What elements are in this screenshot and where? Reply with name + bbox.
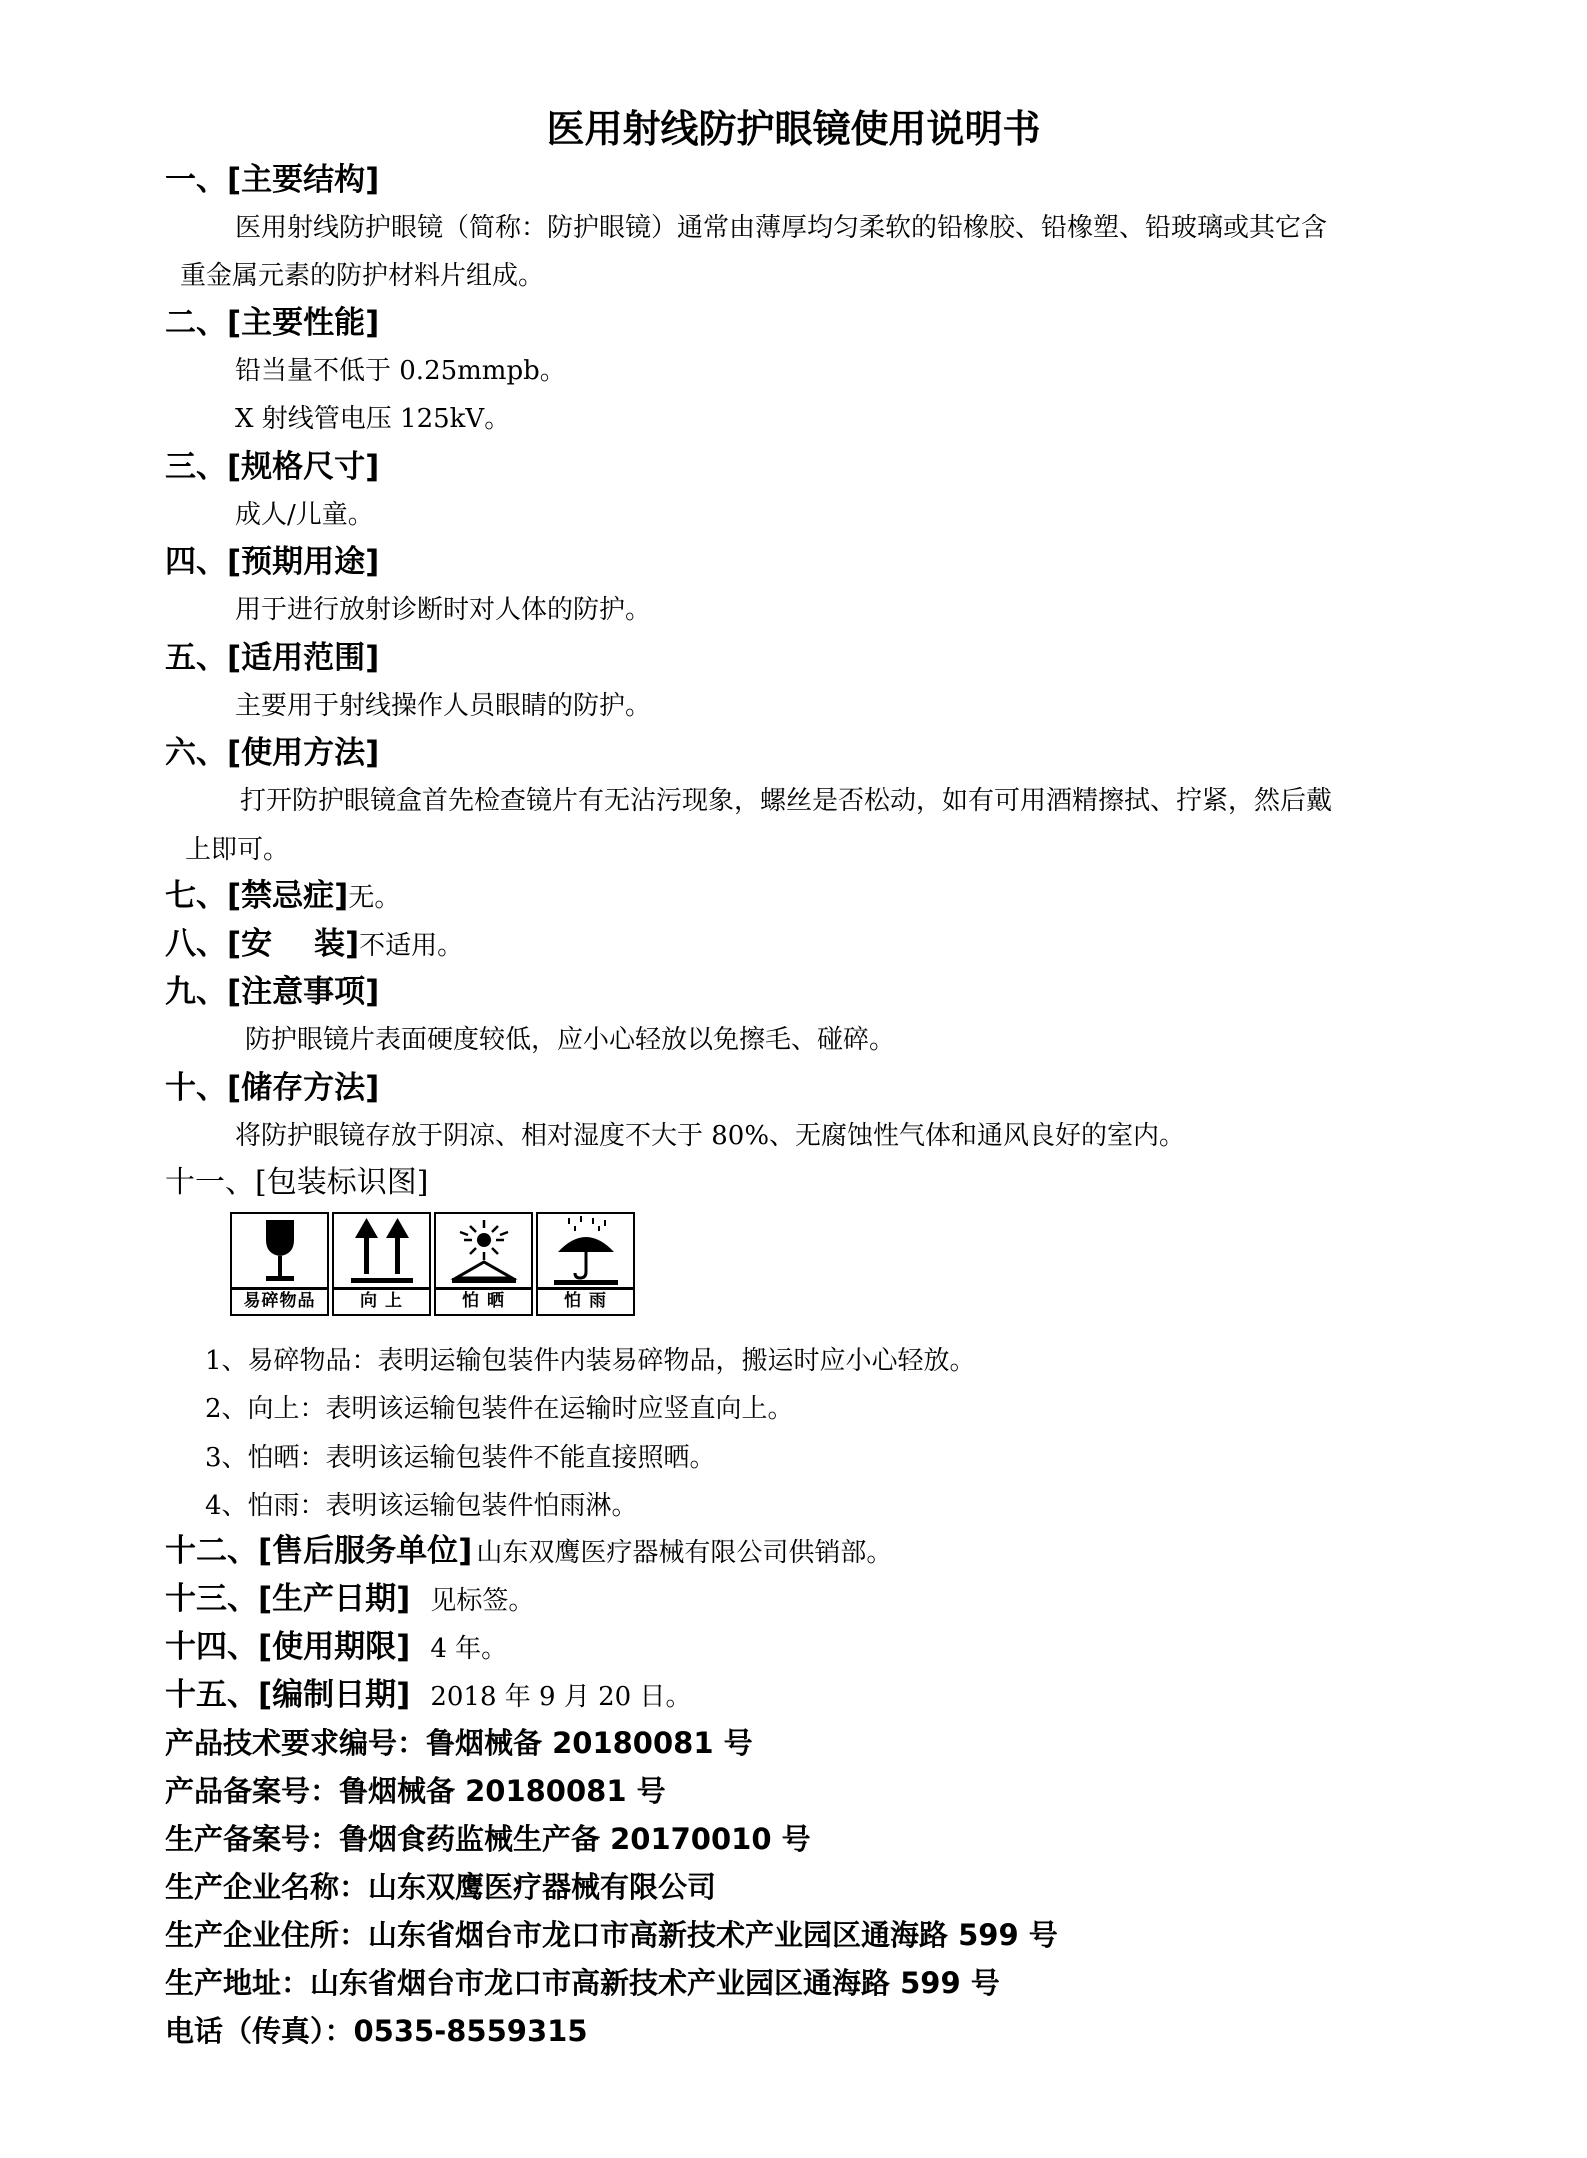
fragile-glass-icon bbox=[250, 1216, 310, 1286]
compiled-date-heading-text: 十五、[编制日期] bbox=[165, 1677, 411, 1713]
document-title: 医用射线防护眼镜使用说明书 bbox=[546, 107, 1041, 151]
section-heading-storage: 十、[储存方法] bbox=[165, 1070, 380, 1106]
performance-tube-voltage: X 射线管电压 125kV。 bbox=[235, 404, 511, 434]
installation-heading-text: 八、[安 装] bbox=[165, 926, 360, 962]
section-heading-intended-use: 四、[预期用途] bbox=[165, 544, 380, 580]
precautions-text: 防护眼镜片表面硬度较低，应小心轻放以免擦毛、碰碎。 bbox=[245, 1025, 896, 1055]
service-life-heading-text: 十四、[使用期限] bbox=[165, 1629, 411, 1665]
mark-label-keep-dry: 怕 雨 bbox=[538, 1287, 633, 1314]
section-heading-structure: 一、[主要结构] bbox=[165, 162, 380, 198]
manufacturer-name: 生产企业名称：山东双鹰医疗器械有限公司 bbox=[165, 1870, 717, 1904]
section-heading-contraindications bbox=[165, 876, 400, 918]
mark-explanation-4: 4、怕雨：表明该运输包装件怕雨淋。 bbox=[205, 1491, 638, 1521]
contraindications-heading-text: 七、[禁忌症] bbox=[165, 878, 349, 914]
structure-text-line-1: 医用射线防护眼镜（简称：防护眼镜）通常由薄厚均匀柔软的铅橡胶、铅橡塑、铅玻璃或其它含 bbox=[235, 213, 1328, 243]
performance-lead-equivalent: 铅当量不低于 0.25mmpb。 bbox=[235, 356, 566, 386]
intended-use-text: 用于进行放射诊断时对人体的防护。 bbox=[235, 595, 652, 625]
scope-text: 主要用于射线操作人员眼睛的防护。 bbox=[235, 691, 652, 721]
mark-explanation-1: 1、易碎物品：表明运输包装件内装易碎物品，搬运时应小心轻放。 bbox=[205, 1346, 976, 1376]
package-marks-strip bbox=[230, 1212, 642, 1320]
after-sales-value: 山东双鹰医疗器械有限公司供销部。 bbox=[476, 1538, 893, 1568]
section-heading-scope: 五、[适用范围] bbox=[165, 640, 380, 676]
section-heading-after-sales bbox=[165, 1531, 892, 1573]
mark-explanation-2: 2、向上：表明该运输包装件在运输时应竖直向上。 bbox=[205, 1394, 794, 1424]
section-heading-precautions: 九、[注意事项] bbox=[165, 974, 380, 1010]
this-way-up-icon bbox=[347, 1216, 417, 1286]
section-heading-package-marks: 十一、[包装标识图] bbox=[165, 1165, 429, 1200]
section-heading-compiled-date bbox=[165, 1675, 691, 1717]
service-life-value: 4 年。 bbox=[430, 1634, 508, 1664]
compiled-date-value: 2018 年 9 月 20 日。 bbox=[430, 1682, 692, 1712]
product-filing-number: 产品备案号：鲁烟械备 20180081 号 bbox=[165, 1774, 666, 1808]
usage-text-line-2: 上即可。 bbox=[185, 835, 290, 865]
mark-label-this-way-up: 向 上 bbox=[334, 1287, 429, 1314]
usage-text-line-1: 打开防护眼镜盒首先检查镜片有无沾污现象，螺丝是否松动，如有可用酒精擦拭、拧紧，然后戴 bbox=[240, 786, 1333, 816]
section-heading-service-life bbox=[165, 1627, 507, 1669]
storage-text: 将防护眼镜存放于阴凉、相对湿度不大于 80%、无腐蚀性气体和通风良好的室内。 bbox=[235, 1121, 1186, 1151]
section-heading-size: 三、[规格尺寸] bbox=[165, 449, 380, 485]
tech-requirement-number: 产品技术要求编号：鲁烟械备 20180081 号 bbox=[165, 1726, 753, 1760]
keep-from-sun-icon bbox=[446, 1216, 522, 1286]
mark-keep-dry bbox=[536, 1212, 635, 1316]
mark-keep-from-sun bbox=[434, 1212, 533, 1316]
section-heading-performance: 二、[主要性能] bbox=[165, 305, 380, 341]
section-heading-production-date bbox=[165, 1579, 534, 1621]
mark-explanation-3: 3、怕晒：表明该运输包装件不能直接照晒。 bbox=[205, 1443, 716, 1473]
section-heading-usage: 六、[使用方法] bbox=[165, 735, 380, 771]
production-address: 生产地址：山东省烟台市龙口市高新技术产业园区通海路 599 号 bbox=[165, 1966, 1000, 2000]
mark-label-keep-from-sun: 怕 晒 bbox=[436, 1287, 531, 1314]
after-sales-heading-text: 十二、[售后服务单位] bbox=[165, 1533, 473, 1569]
phone-fax: 电话（传真）：0535-8559315 bbox=[165, 2014, 588, 2048]
installation-value: 不适用。 bbox=[359, 931, 464, 961]
production-date-heading-text: 十三、[生产日期] bbox=[165, 1581, 411, 1617]
production-filing-number: 生产备案号：鲁烟食药监械生产备 20170010 号 bbox=[165, 1822, 811, 1856]
production-date-value: 见标签。 bbox=[430, 1586, 535, 1616]
mark-this-way-up bbox=[332, 1212, 431, 1316]
contraindications-value: 无。 bbox=[348, 883, 401, 913]
size-text: 成人/儿童。 bbox=[235, 500, 374, 530]
structure-text-line-2: 重金属元素的防护材料片组成。 bbox=[180, 261, 545, 291]
mark-label-fragile: 易碎物品 bbox=[232, 1287, 327, 1314]
manufacturer-address: 生产企业住所：山东省烟台市龙口市高新技术产业园区通海路 599 号 bbox=[165, 1918, 1058, 1952]
mark-fragile bbox=[230, 1212, 329, 1316]
keep-dry-umbrella-icon bbox=[548, 1216, 624, 1286]
section-heading-installation bbox=[165, 924, 463, 966]
